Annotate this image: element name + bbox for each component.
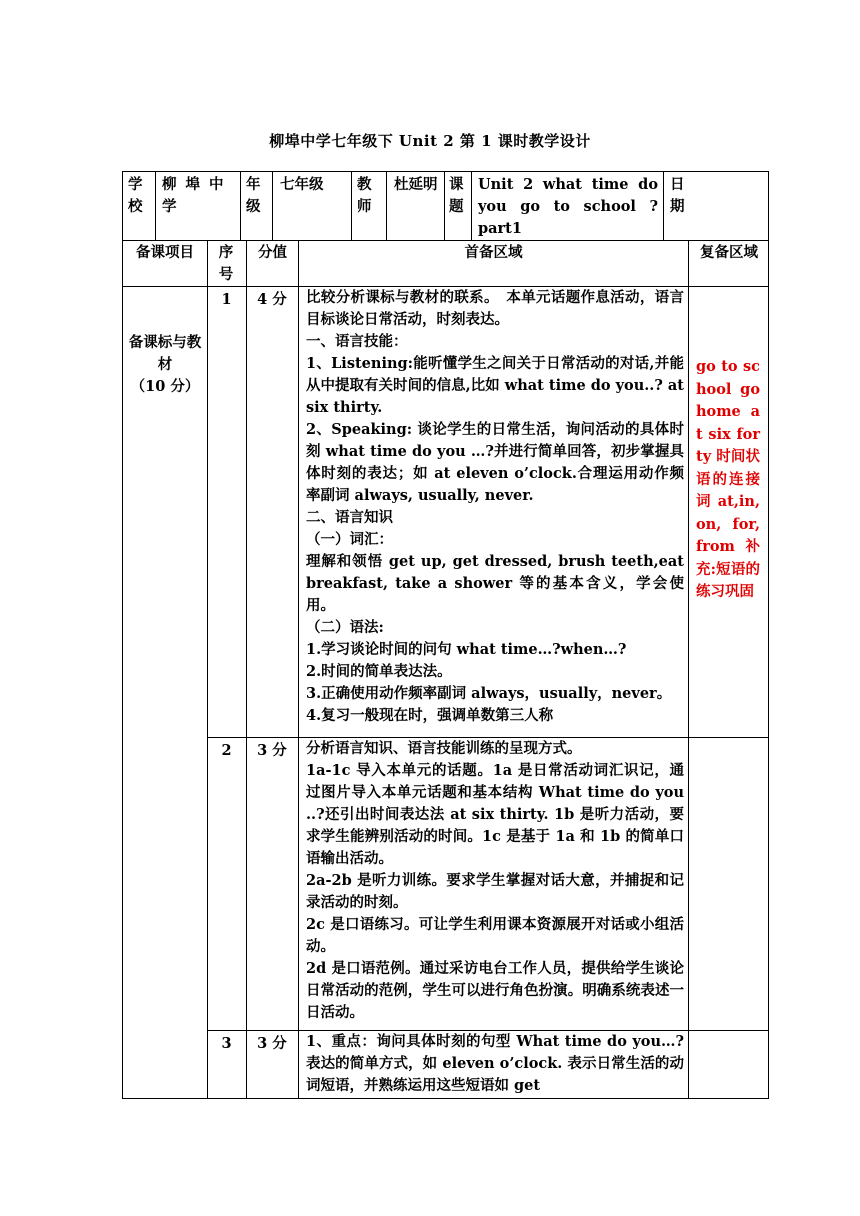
row-1-line: 1.学习谈论时间的问句 what time…?when…?: [306, 641, 627, 658]
row-1-review-note: go to school go home at six forty 时间状语的连接词 at,in,on, for,from 补充:短语的练习巩固: [696, 358, 760, 600]
section-name: 备课标与教材: [128, 334, 202, 373]
row-1-num: 1: [221, 291, 232, 308]
lesson-value: Unit 2 what time do you go to school ? part1: [478, 176, 658, 237]
row-1-line: 2.时间的简单表达法。: [306, 663, 452, 680]
col-score-header: 分值: [258, 244, 287, 261]
col-review-header: 复备区域: [700, 244, 758, 261]
row-2-line: 1a-1c 导入本单元的话题。1a 是日常活动词汇识记，通过图片导入本单元话题和基本结构 What time do you ..?还引出时间表达法 at six thirty. 1b 是听力活动，要求学生能辨别活动的时间。1c 是基于 1a 和 1b 的简单口语输出活动。: [306, 762, 684, 867]
grade-label: 年级: [246, 176, 261, 215]
row-2-line: 2c 是口语练习。可让学生利用课本资源展开对话或小组活动。: [306, 916, 684, 955]
row-1-line: 一、语言技能：: [306, 333, 408, 350]
row-1-line: 理解和领悟 get up, get dressed, brush teeth,eat breakfast, take a shower 等的基本含义，学会使用。: [306, 553, 684, 614]
row-1-line: （一）词汇：: [306, 531, 393, 548]
col-first-header: 首备区域: [464, 244, 523, 261]
row-1-line: 3.正确使用动作频率副词 always，usually，never。: [306, 685, 672, 702]
row-3-line: 1、重点：询问具体时刻的句型 What time do you…?表达的简单方式，如 eleven o’clock. 表示日常生活的动词短语，并熟练运用这些短语如 get: [306, 1033, 684, 1094]
section-points: （10 分）: [130, 378, 200, 395]
document-title: 柳埠中学七年级下 Unit 2 第 1 课时教学设计: [269, 132, 591, 150]
row-1-line: 2、Speaking: 谈论学生的日常生活，询问活动的具体时刻 what time do you …?并进行简单回答，初步掌握具体时刻的表达；如 at eleven o’clock.合理运用动作频率副词 always, usually, never.: [306, 421, 684, 504]
school-label: 学校: [128, 176, 143, 215]
row-2-line: 分析语言知识、语言技能训练的呈现方式。: [306, 740, 582, 757]
row-3-num: 3: [221, 1035, 232, 1052]
row-3-score: 3 分: [257, 1035, 287, 1052]
row-2-content: [306, 738, 684, 1024]
teacher-label: 教师: [357, 176, 372, 215]
grade-value: 七年级: [280, 176, 324, 193]
date-label: 日期: [670, 176, 685, 215]
teacher-value: 杜延明: [394, 176, 438, 193]
row-2-line: 2a-2b 是听力训练。要求学生掌握对话大意，并捕捉和记录活动的时刻。: [306, 872, 684, 911]
row-1-line: 1、Listening:能听懂学生之间关于日常活动的对话,并能从中提取有关时间的信息,比如 what time do you..? at six thirty.: [306, 355, 684, 416]
col-num-header: 序号: [218, 244, 234, 283]
row-1-content: [306, 287, 684, 727]
row-1-line: 4.复习一般现在时，强调单数第三人称: [306, 707, 554, 724]
school-value: 柳埠中学: [162, 176, 233, 215]
row-2-num: 2: [221, 742, 232, 759]
lesson-label: 课题: [449, 176, 464, 215]
row-1-line: 比较分析课标与教材的联系。 本单元话题作息活动，语言目标谈论日常活动，时刻表达。: [306, 289, 684, 328]
row-2-score: 3 分: [257, 742, 287, 759]
row-1-score: 4 分: [257, 291, 287, 308]
row-3-content: [306, 1031, 684, 1097]
row-1-line: （二）语法:: [306, 619, 384, 636]
col-item-header: 备课项目: [136, 244, 194, 261]
row-1-line: 二、语言知识: [306, 509, 393, 526]
row-2-line: 2d 是口语范例。通过采访电台工作人员，提供给学生谈论日常活动的范例，学生可以进行角色扮演。明确系统表述一日活动。: [306, 960, 684, 1021]
